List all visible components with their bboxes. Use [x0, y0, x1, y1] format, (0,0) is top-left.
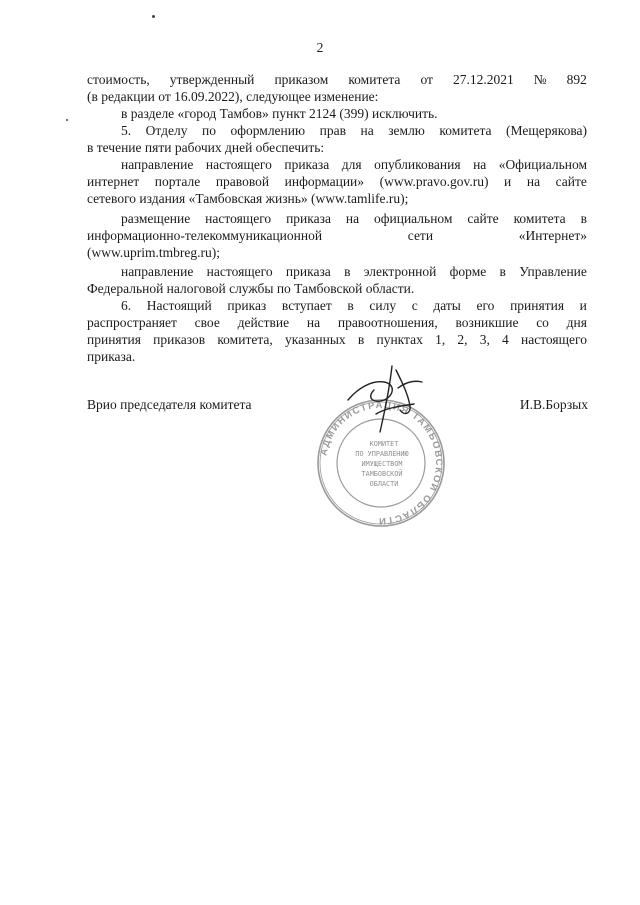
word: в [347, 298, 354, 313]
word: Управление [519, 264, 587, 279]
word: приказа [285, 264, 331, 279]
stamp-line: ТАМБОВСКОЙ [361, 470, 403, 478]
word: форме [449, 264, 487, 279]
word: прав [319, 123, 346, 138]
word: портале [154, 174, 201, 189]
word: вступает [281, 298, 332, 313]
word: в [344, 264, 351, 279]
word: от [420, 72, 433, 87]
word: приказ [227, 298, 267, 313]
word: для [341, 157, 362, 172]
word: свое [194, 315, 220, 330]
word: «Официальном [498, 157, 587, 172]
word: приказов [153, 332, 206, 347]
word: комитета [513, 211, 566, 226]
word: возникшие [455, 315, 519, 330]
word: 1, [435, 332, 446, 347]
word: силу [369, 298, 397, 313]
stamp-line: ОБЛАСТИ [369, 480, 399, 488]
word: с [411, 298, 418, 313]
word: и [579, 298, 587, 313]
text-line: Федеральной налоговой службы по Тамбовской области. [87, 281, 415, 296]
word: Настоящий [146, 298, 212, 313]
text-line [87, 332, 587, 348]
word: (Мещерякова) [506, 123, 587, 138]
word: № [533, 72, 547, 87]
word: на [306, 315, 321, 330]
text-line: сетевого издания «Тамбовская жизнь» (www.tamlife.ru); [87, 191, 409, 206]
word: настоящего [521, 332, 587, 347]
word: интернет [87, 174, 140, 189]
stamp-line: ПО УПРАВЛЕНИЮ [355, 450, 409, 458]
word: электронной [363, 264, 437, 279]
word: приказом [274, 72, 329, 87]
text-line [87, 315, 587, 331]
text-line [121, 264, 587, 280]
word: землю [388, 123, 425, 138]
text-line [87, 174, 587, 190]
word: 6. [121, 298, 132, 313]
word: правоотношения, [337, 315, 438, 330]
word: настоящего [205, 157, 272, 172]
signer-name: И.В.Борзых [519, 397, 588, 412]
word: сайте [467, 211, 499, 226]
word: и [504, 174, 512, 189]
word: распространяет [87, 315, 177, 330]
word: по [201, 123, 216, 138]
word: в [357, 332, 365, 347]
word: опубликования [374, 157, 461, 172]
word: информационно-телекоммуникационной [87, 228, 323, 243]
handwritten-signature [340, 360, 440, 435]
word: на [345, 211, 360, 226]
word: официальном [374, 211, 453, 226]
word: комитета [348, 72, 401, 87]
word: Отделу [145, 123, 188, 138]
word: комитета, [217, 332, 273, 347]
text-line: в разделе «город Тамбов» пункт 2124 (399) исключить. [121, 106, 438, 121]
text-line [121, 123, 587, 139]
word: стоимость, [87, 72, 150, 87]
stamp-line: ИМУЩЕСТВОМ [361, 460, 403, 468]
word: дня [566, 315, 587, 330]
word: сети [407, 228, 434, 243]
word: (www.pravo.gov.ru) [379, 174, 489, 189]
word: направление [121, 157, 194, 172]
word: даты [433, 298, 461, 313]
page-number: 2 [316, 40, 324, 55]
word: «Интернет» [518, 228, 587, 243]
word: в [580, 211, 587, 226]
word: размещение [121, 211, 191, 226]
text-line [87, 72, 587, 88]
text-line: приказа. [87, 349, 136, 364]
word: направление [121, 264, 194, 279]
word: указанных [284, 332, 346, 347]
word: 4 [502, 332, 509, 347]
scan-speck [66, 119, 68, 121]
word: пунктах [376, 332, 423, 347]
word: утвержденный [169, 72, 255, 87]
word: действие [237, 315, 290, 330]
word: на [360, 123, 374, 138]
word: его [476, 298, 495, 313]
signer-position: Врио председателя комитета [87, 397, 252, 412]
scan-speck [152, 15, 155, 18]
word: на [526, 174, 541, 189]
word: принятия [510, 298, 565, 313]
text-line: (www.uprim.tmbreg.ru); [87, 245, 220, 260]
text-line [87, 228, 587, 244]
word: 2, [457, 332, 468, 347]
word: сайте [555, 174, 587, 189]
text-line: (в редакции от 16.09.2022), следующее изменение: [87, 89, 379, 104]
word: оформлению [230, 123, 306, 138]
word: правовой [215, 174, 270, 189]
word: 3, [479, 332, 490, 347]
word: 5. [121, 123, 132, 138]
word: на [473, 157, 487, 172]
text-line [121, 157, 587, 173]
stamp-outer-text: АДМИНИСТРАЦИЯ ТАМБОВСКОЙ ОБЛАСТИ [318, 399, 445, 527]
text-line [121, 211, 587, 227]
word: информации» [284, 174, 365, 189]
word: комитета [439, 123, 492, 138]
word: со [536, 315, 549, 330]
word: принятия [87, 332, 141, 347]
text-line: в течение пяти рабочих дней обеспечить: [87, 140, 325, 155]
word: приказа [286, 211, 331, 226]
word: в [499, 264, 506, 279]
text-line [121, 298, 587, 314]
word: приказа [284, 157, 330, 172]
word: настоящего [206, 264, 273, 279]
word: 27.12.2021 [452, 72, 514, 87]
word: 892 [566, 72, 587, 87]
stamp-line: КОМИТЕТ [369, 440, 399, 448]
word: настоящего [205, 211, 272, 226]
